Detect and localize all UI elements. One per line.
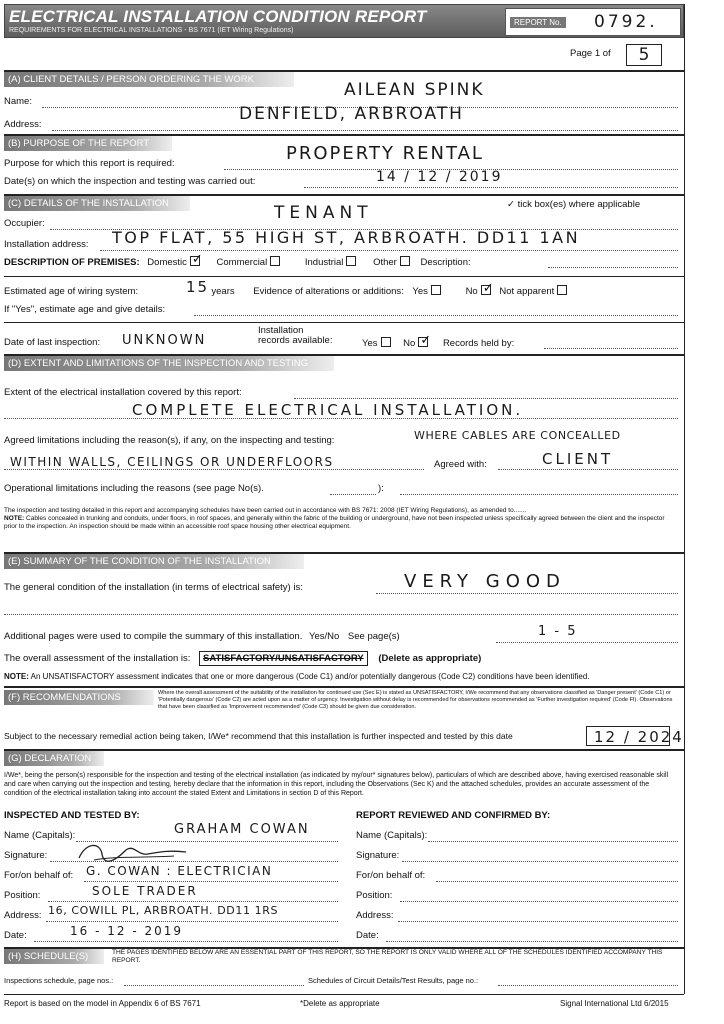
reviewer-behalf-label: For/on behalf of: bbox=[356, 870, 426, 881]
report-title: ELECTRICAL INSTALLATION CONDITION REPORT bbox=[9, 7, 427, 26]
see-pages-label: See page(s) bbox=[347, 631, 400, 642]
inspections-schedule-line bbox=[124, 985, 304, 986]
further-inspection-label: Subject to the necessary remedial action being taken, I/We* recommend that this installation is further inspected and tested by this date bbox=[4, 731, 513, 741]
occupier-value[interactable]: TENANT bbox=[274, 203, 373, 223]
divider-c3 bbox=[4, 322, 684, 323]
additional-pages-row bbox=[4, 631, 684, 642]
reviewer-signature-line bbox=[402, 861, 678, 862]
evidence-yes-label: Yes bbox=[412, 286, 428, 297]
general-condition-line-1 bbox=[376, 593, 678, 594]
agreed-limitations-line bbox=[4, 469, 424, 470]
inspector-name-label: Name (Capitals): bbox=[4, 830, 76, 841]
reviewer-name-line bbox=[428, 841, 678, 842]
inspector-position-label: Position: bbox=[4, 890, 41, 901]
overall-assessment-row bbox=[4, 651, 684, 666]
report-banner bbox=[4, 4, 684, 38]
operational-limitations-label: Operational limitations including the reasons (see page No(s). bbox=[4, 483, 264, 494]
delete-as-appropriate-label: (Delete as appropriate) bbox=[378, 653, 482, 664]
overall-assessment-value[interactable]: SATISFACTORY/UNSATISFACTORY bbox=[199, 651, 368, 666]
agreed-with-line bbox=[498, 469, 678, 470]
not-apparent-label: Not apparent bbox=[499, 286, 555, 297]
inspector-address-value[interactable]: 16, COWILL PL, ARBROATH. DD11 1RS bbox=[48, 904, 279, 917]
agreed-with-label: Agreed with: bbox=[434, 459, 487, 470]
unsatisfactory-note-prefix: NOTE: bbox=[4, 672, 29, 681]
inspector-signature-label: Signature: bbox=[4, 850, 48, 861]
operational-line bbox=[400, 494, 678, 495]
premises-label: DESCRIPTION OF PREMISES: bbox=[4, 257, 140, 268]
unsatisfactory-note-text: An UNSATISFACTORY assessment indicates that one or more dangerous (Code C1) and/or potentially dangerous (Code C2) conditions have been identified. bbox=[30, 672, 590, 681]
wiring-age-value[interactable]: 15 bbox=[186, 278, 210, 296]
last-inspection-value[interactable]: UNKNOWN bbox=[122, 333, 207, 348]
estimate-label: If "Yes", estimate age and give details: bbox=[4, 304, 166, 315]
divider-footer bbox=[4, 994, 684, 995]
extent-value[interactable]: COMPLETE ELECTRICAL INSTALLATION. bbox=[132, 401, 524, 419]
reviewer-date-line bbox=[386, 941, 678, 942]
unsatisfactory-note bbox=[4, 672, 684, 681]
see-pages-line bbox=[496, 642, 678, 643]
records-yes-label: Yes bbox=[362, 338, 378, 349]
footer-center: *Delete as appropriate bbox=[300, 999, 380, 1008]
divider-f bbox=[4, 686, 684, 688]
declaration-text: I/We*, being the person(s) responsible for the inspection and testing of the electrical installation (as indicated by my/our* signatures below), particulars of which are described above, having exercised reasonable skill and care when carrying out the inspection and testing, hereby declare that the information in this report, including the Observations (Sec K) and the attached schedules, provides an accurate assessment of the condition of the electrical installation taking into account the stated Extent and Limitations in section D of this Report. bbox=[4, 772, 669, 797]
additional-pages-label: Additional pages were used to compile the summary of this installation. bbox=[4, 631, 303, 642]
report-number-value: 0792. bbox=[594, 12, 658, 32]
not-apparent-checkbox[interactable] bbox=[557, 285, 567, 295]
client-address-label: Address: bbox=[4, 119, 42, 130]
inspector-address-label: Address: bbox=[4, 910, 42, 921]
reviewer-behalf-line bbox=[436, 881, 678, 882]
section-h-heading: (H) SCHEDULE(S) bbox=[4, 949, 104, 964]
concealed-cables-note-text: Cables concealed in trunking and conduits, under floors, in roof spaces, and generally within the fabric of the building or underground, have not been inspected unless specifically agreed between the client and the inspector prior to the inspection. An inspection should be made within an accessible roof space housing other electrical equipment. bbox=[4, 515, 665, 530]
inspector-name-value[interactable]: GRAHAM COWAN bbox=[174, 822, 310, 837]
inspector-behalf-label: For/on behalf of: bbox=[4, 870, 74, 881]
inspector-date-label: Date: bbox=[4, 930, 27, 941]
inspector-position-value[interactable]: SOLE TRADER bbox=[92, 884, 198, 898]
section-g-heading: (G) DECLARATION bbox=[4, 751, 104, 766]
section-b-heading: (B) PURPOSE OF THE REPORT bbox=[4, 136, 172, 151]
section-f-heading: (F) RECOMMENDATIONS bbox=[4, 690, 154, 705]
inspector-address-line bbox=[46, 921, 338, 922]
client-address-line bbox=[52, 130, 678, 131]
records-yes-checkbox[interactable] bbox=[381, 337, 391, 347]
section-a-heading: (A) CLIENT DETAILS / PERSON ORDERING THE WORK bbox=[4, 72, 294, 87]
records-held-line bbox=[544, 348, 678, 349]
section-c-heading: (C) DETAILS OF THE INSTALLATION bbox=[4, 196, 190, 211]
circuit-schedule-label: Schedules of Circuit Details/Test Results, page no.: bbox=[308, 976, 479, 985]
next-inspection-date-value[interactable]: 12 / 2024 bbox=[594, 728, 684, 746]
section-d-heading: (D) EXTENT AND LIMITATIONS OF THE INSPECTION AND TESTING bbox=[4, 356, 334, 371]
records-no-label: No bbox=[403, 338, 416, 349]
inspector-behalf-line bbox=[84, 881, 338, 882]
report-subtitle: REQUIREMENTS FOR ELECTRICAL INSTALLATIONS - BS 7671 (IET Wiring Regulations) bbox=[9, 27, 294, 34]
overall-assessment-label: The overall assessment of the installation is: bbox=[4, 653, 191, 664]
inspector-date-line bbox=[34, 941, 338, 942]
evidence-no-checkbox[interactable] bbox=[481, 285, 491, 295]
inspection-date-line bbox=[304, 187, 678, 188]
inspector-signature[interactable] bbox=[74, 840, 194, 864]
description-line bbox=[548, 267, 678, 268]
inspector-date-value[interactable]: 16 - 12 - 2019 bbox=[70, 924, 183, 938]
premises-domestic-label: Domestic bbox=[147, 257, 187, 268]
reviewer-position-line bbox=[400, 901, 678, 902]
circuit-schedule-line bbox=[498, 985, 678, 986]
premises-industrial-checkbox[interactable] bbox=[346, 256, 356, 266]
records-label-line1: Installation bbox=[258, 325, 304, 336]
records-label-line2: records available: bbox=[258, 335, 333, 346]
inspection-date-value[interactable]: 14 / 12 / 2019 bbox=[376, 169, 503, 185]
client-name-label: Name: bbox=[4, 96, 32, 107]
reviewed-by-heading: REPORT REVIEWED AND CONFIRMED BY: bbox=[356, 810, 551, 821]
section-e-heading: (E) SUMMARY OF THE CONDITION OF THE INSTALLATION bbox=[4, 554, 304, 569]
page-total-box[interactable]: 5 bbox=[626, 44, 662, 66]
bs7671-note: The inspection and testing detailed in this report and accompanying schedules have been carried out in accordance with BS 7671: 2008 (IET Wiring Regulations), as amended to....... bbox=[4, 507, 527, 514]
reviewer-address-line bbox=[398, 921, 678, 922]
divider-c2 bbox=[4, 276, 684, 277]
inspected-by-heading: INSPECTED AND TESTED BY: bbox=[4, 810, 140, 821]
additional-pages-yesno[interactable]: Yes/No bbox=[309, 631, 340, 642]
client-name-value[interactable]: AILEAN SPINK bbox=[344, 80, 485, 100]
client-address-value[interactable]: DENFIELD, ARBROATH bbox=[239, 104, 464, 124]
wiring-age-row bbox=[4, 285, 684, 297]
installation-address-value[interactable]: TOP FLAT, 55 HIGH ST, ARBROATH. DD11 1AN bbox=[112, 228, 581, 247]
evidence-no-label: No bbox=[465, 286, 478, 297]
installation-address-line bbox=[100, 250, 678, 251]
footer-right: Signal International Ltd 6/2015 bbox=[560, 999, 669, 1008]
general-condition-line-2 bbox=[4, 614, 678, 615]
reviewer-date-label: Date: bbox=[356, 930, 379, 941]
extent-line-1 bbox=[294, 398, 678, 399]
concealed-cables-note-prefix: NOTE: bbox=[4, 515, 25, 522]
evidence-yes-checkbox[interactable] bbox=[431, 285, 441, 295]
tick-note: ✓ tick box(es) where applicable bbox=[507, 199, 641, 210]
divider-g bbox=[4, 749, 684, 751]
description-label: Description: bbox=[420, 257, 471, 268]
inspections-schedule-label: Inspections schedule, page nos.: bbox=[4, 976, 114, 985]
records-label bbox=[258, 326, 338, 346]
last-inspection-label: Date of last inspection: bbox=[4, 337, 101, 348]
records-no-checkbox[interactable] bbox=[418, 337, 428, 347]
wiring-age-label: Estimated age of wiring system: bbox=[4, 286, 139, 297]
report-page: ELECTRICAL INSTALLATION CONDITION REPORT REQUIREMENTS FOR ELECTRICAL INSTALLATIONS - BS 7671 (IET Wiring Regulations) REPORT No. 0792. Page 1 of 5 (A) CLIENT DETAILS / PERSON ORDERING THE WORK Name: AILEAN SPINK Address: DENFIELD, ARBROATH (B) PURPOSE OF THE REPORT Purpose for which this report is required: PROPERTY RENTAL Date(s) on which the inspection and testing was carried out: 14 / 12 / 2019 (C) DETAILS OF THE INSTALLATION ✓ tick box(es) where applicable Occupier: TENANT Installation address: TOP FLAT, 55 HIGH ST, ARBROATH. DD11 1AN DESCRIPTION OF PREMISES: Domestic✓ Commercial Industrial Other Description: Estimated age of wiring system: years Evidence of alterations or additions: Yes No✓ Not apparent 15 If "Yes", estimate age and give details: Date of last inspection: UNKNOWN Installation records available: Yes No✓ Records held by: (D) EXTENT AND LIMITATIONS OF THE INSPECTION AND TESTING Extent of the electrical installation covered by this report: COMPLETE ELECTRICAL INSTALLATION. Agreed limitations including the reason(s), if any, on the inspecting and testing: WHERE CABLES ARE CONCEALLED WITHIN WALLS, CEILINGS OR UNDERFLOORS Agreed with: CLIENT Operational limitations including the reasons (see page No(s). ): The inspection and testing detailed in this report and accompanying schedules have been carried out in accordance with BS 7671: 2008 (IET Wiring Regulations), as amended to....... NOTE: Cables concealed in trunking and conduits, under floors, in roof spaces, and generally within the fabric of the building or underground, have not been inspected unless specifically agreed between the client and the inspector prior to the inspection. An inspection should be made within an accessible roof space housing other electrical equipment. (E) SUMMARY OF THE CONDITION OF THE INSTALLATION The general condition of the installation (in terms of electrical safety) is: VERY GOOD Additional pages were used to compile the summary of this installation. Yes/No See page(s) 1 - 5 The overall assessment of the installation is: SATISFACTORY/UNSATISFACTORY (Delete as appropriate) NOTE: An UNSATISFACTORY assessment indicates that one or more dangerous (Code C1) and/or potentially dangerous (Code C2) conditions have been identified. (F) RECOMMENDATIONS Where the overall assessment of the suitability of the installation for continued use (Sec E) is stated as UNSATISFACTORY, I/We recommend that any observations classified as 'Danger present' (Code C1) or 'Potentially dangerous' (Code C2) are acted upon as a matter of urgency. Investigation without delay is recommended for observations recommended as 'Further investigation required' (Code FI). Observations that have been classified as 'Improvement recommended' (Code C3) should be given due consideration. Subject to the necessary remedial action being taken, I/We* recommend that this installation is further inspected and tested by this date 12 / 2024 (G) DECLARATION I/We*, being the person(s) responsible for the inspection and testing of the electrical installation (as indicated by my/our* signatures below), particulars of which are described above, having exercised reasonable skill and care when carrying out the inspection and testing, hereby declare that the information in this report, including the Observations (Sec K) and the attached schedules, provides an accurate assessment of the condition of the electrical installation taking into account the stated Extent and Limitations in section D of this Report. INSPECTED AND TESTED BY: REPORT REVIEWED AND CONFIRMED BY: Name (Capitals): GRAHAM COWAN Signature: For/on behalf of: G. COWAN : ELECTRICIAN Position: SOLE TRADER Address: 16, COWILL PL, ARBROATH. DD11 1RS Date: 16 - 12 - 2019 Name (Capitals): Signature: For/on behalf of: Position: Address: Date: (H) SCHEDULE(S) THE PAGES IDENTIFIED BELOW ARE AN ESSENTIAL PART OF THIS REPORT, SO THE REPORT IS ONLY VALID WHERE ALL OF THE SCHEDULES IDENTIFIED ACCOMPANY THIS REPORT. Inspections schedule, page nos.: Schedules of Circuit Details/Test Results, page no.: Report is based on the model in Appendix 6 of BS 7671 *Delete as appropriate Signal International Ltd 6/2015 bbox=[4, 4, 690, 1014]
agreed-with-value[interactable]: CLIENT bbox=[542, 450, 614, 468]
extent-label: Extent of the electrical installation covered by this report: bbox=[4, 387, 242, 398]
premises-industrial-label: Industrial bbox=[304, 257, 344, 268]
premises-domestic-checkbox[interactable] bbox=[190, 256, 200, 266]
purpose-value[interactable]: PROPERTY RENTAL bbox=[286, 143, 484, 164]
years-label: years bbox=[211, 286, 235, 297]
operational-pages-line bbox=[330, 494, 376, 495]
report-number-label: REPORT No. bbox=[510, 17, 566, 28]
inspector-behalf-value[interactable]: G. COWAN : ELECTRICIAN bbox=[86, 864, 273, 878]
premises-other-label: Other bbox=[373, 257, 397, 268]
evidence-label: Evidence of alterations or additions: bbox=[253, 286, 404, 297]
purpose-label: Purpose for which this report is required: bbox=[4, 158, 175, 169]
concealed-cables-note bbox=[4, 515, 678, 531]
agreed-limitations-label: Agreed limitations including the reason(s), if any, on the inspecting and testing: bbox=[4, 435, 335, 446]
reviewer-position-label: Position: bbox=[356, 890, 393, 901]
footer-left: Report is based on the model in Appendix 6 of BS 7671 bbox=[4, 999, 201, 1008]
occupier-label: Occupier: bbox=[4, 218, 45, 229]
report-number-box[interactable] bbox=[505, 8, 681, 36]
recommendations-text: Where the overall assessment of the suitability of the installation for continued use (Sec E) is stated as UNSATISFACTORY, I/We recommend that any observations classified as 'Danger present' (Code C1) or 'Potentially dangerous' (Code C2) are acted upon as a matter of urgency. Investigation without delay is recommended for observations recommended as 'Further investigation required' (Code FI). Observations that have been classified as 'Improvement recommended' (Code C3) should be given due consideration. bbox=[158, 690, 673, 710]
see-pages-value[interactable]: 1 - 5 bbox=[538, 624, 578, 639]
page-right-border bbox=[684, 4, 685, 994]
inspector-position-line bbox=[48, 901, 338, 902]
schedules-text: THE PAGES IDENTIFIED BELOW ARE AN ESSENTIAL PART OF THIS REPORT, SO THE REPORT IS ONLY VALID WHERE ALL OF THE SCHEDULES IDENTIFIED ACCOMPANY THIS REPORT. bbox=[112, 949, 663, 964]
reviewer-name-label: Name (Capitals): bbox=[356, 830, 428, 841]
agreed-limitations-value-2[interactable]: WITHIN WALLS, CEILINGS OR UNDERFLOORS bbox=[10, 455, 334, 469]
installation-address-label: Installation address: bbox=[4, 239, 89, 250]
reviewer-signature-label: Signature: bbox=[356, 850, 400, 861]
inspection-date-label: Date(s) on which the inspection and testing was carried out: bbox=[4, 176, 256, 187]
agreed-limitations-value-1[interactable]: WHERE CABLES ARE CONCEALLED bbox=[414, 429, 621, 442]
premises-commercial-label: Commercial bbox=[216, 257, 268, 268]
general-condition-label: The general condition of the installation (in terms of electrical safety) is: bbox=[4, 582, 303, 593]
reviewer-address-label: Address: bbox=[356, 910, 394, 921]
estimate-line bbox=[194, 315, 678, 316]
premises-commercial-checkbox[interactable] bbox=[270, 256, 280, 266]
general-condition-value[interactable]: VERY GOOD bbox=[404, 571, 566, 592]
page-of-label: Page 1 of bbox=[570, 48, 611, 59]
records-held-label: Records held by: bbox=[442, 338, 515, 349]
premises-other-checkbox[interactable] bbox=[400, 256, 410, 266]
